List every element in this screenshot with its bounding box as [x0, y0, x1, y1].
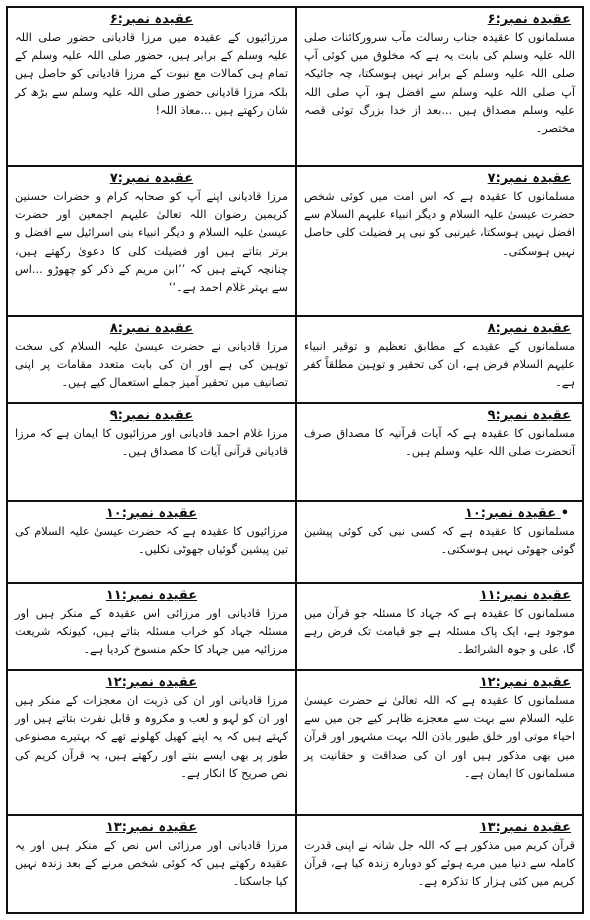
belief-heading: عقیدہ نمبر:۶ [487, 12, 571, 27]
belief-text: مرزائیوں کا عقیدہ ہے کہ حضرت عیسیٰ علیہ السلام کی تین پیشین گوئیاں جھوٹی نکلیں۔ [15, 525, 288, 557]
qadiani-belief-cell [8, 816, 295, 912]
belief-text: مرزا قادیانی نے حضرت عیسیٰ علیہ السلام کی سخت توہین کی ہے اور ان کی بابت متعدد مقامات پر اپنی تصانیف میں تحقیر آمیز جملے استعمال کیے ہیں۔ [15, 340, 288, 390]
qadiani-belief-cell [8, 671, 295, 814]
belief-heading: عقیدہ نمبر:۷ [109, 171, 194, 186]
belief-text: مسلمانوں کا عقیدہ ہے کہ کسی نبی کی کوئی پیشین گوئی جھوٹی نہیں ہوسکتی۔ [304, 525, 575, 557]
table-row [8, 584, 582, 671]
belief-heading: عقیدہ نمبر:۱۳ [479, 820, 571, 835]
belief-heading [304, 505, 575, 522]
table-row [8, 167, 582, 317]
belief-text: مسلمانوں کا عقیدہ ہے کہ اس امت میں کوئی شخص حضرت عیسیٰ علیہ السلام و دیگر انبیاء علیہم السلام سے افضل نہیں ہوسکتا، غیرنبی کو نبی پر فضیلت کلی حاصل نہیں ہوسکتی۔ [304, 190, 575, 258]
belief-text: مسلمانوں کا عقیدہ ہے کہ اللہ تعالیٰ نے حضرت عیسیٰ علیہ السلام سے بہت سے معجزے ظاہر کیے جن میں سے احیاء موتی اور خلق طیور باذن اللہ بہت مشہور اور قرآن میں بھی مذکور ہیں اور ان کی صداقت و حقانیت پر مسلمانوں کا ایمان ہے۔ [304, 694, 575, 780]
belief-text: مسلمانوں کا عقیدہ ہے کہ آیات قرآنیہ کا مصداق صرف آنحضرت صلی اللہ علیہ وسلم ہیں۔ [304, 427, 575, 459]
table-row [8, 502, 582, 584]
belief-heading: عقیدہ نمبر:۱۳ [105, 820, 198, 835]
beliefs-comparison-table [6, 6, 584, 914]
table-row [8, 404, 582, 502]
belief-heading: عقیدہ نمبر:۸ [109, 321, 194, 336]
muslim-belief-cell [295, 317, 582, 402]
belief-text: مرزا قادیانی اور مرزائی اس عقیدہ کے منکر ہیں اور مسئلہ جہاد کو خراب مسئلہ بتاتے ہیں، کیونکہ شریعت مرزائیہ میں جہاد کا حکم منسوخ کردیا ہے۔ [15, 607, 288, 657]
muslim-belief-cell [295, 671, 582, 814]
qadiani-belief-cell [8, 502, 295, 582]
muslim-belief-cell [295, 816, 582, 912]
belief-heading-text: عقیدہ نمبر:۱۰ [464, 506, 557, 521]
belief-heading: عقیدہ نمبر:۶ [109, 12, 194, 27]
belief-heading: عقیدہ نمبر:۱۲ [105, 675, 198, 690]
belief-text: مرزا غلام احمد قادیانی اور مرزائیوں کا ایمان ہے کہ مرزا قادیانی قرآنی آیات کا مصداق ہیں۔ [15, 427, 288, 459]
belief-text: قرآن کریم میں مذکور ہے کہ اللہ جل شانہ نے اپنی قدرت کاملہ سے دنیا میں مرے ہوئے کو دوبارہ زندہ کیا ہے، قرآن کریم میں کئی ہزار کا تذکرہ ہے۔ [304, 839, 575, 889]
belief-heading: عقیدہ نمبر:۷ [487, 171, 571, 186]
belief-heading: عقیدہ نمبر:۱۲ [479, 675, 571, 690]
belief-text: مرزا قادیانی اپنے آپ کو صحابہ کرام و حضرات حسنین کریمین رضوان اللہ تعالیٰ علیہم اجمعین اور حضرت عیسیٰ علیہ السلام و دیگر انبیاء بنی اسرائیل سے افضل و برتر بتاتے ہیں اور فضیلت کلی کا دعویٰ رکھتے ہیں، چنانچہ کہتے ہیں کہ ’’ابن مریم کے ذکر کو چھوڑو ...اس سے بہتر غلام احمد ہے۔‘‘ [15, 190, 288, 295]
table-row [8, 816, 582, 912]
belief-text: مسلمانوں کے عقیدے کے مطابق تعظیم و توقیر انبیاء علیہم السلام فرض ہے، ان کی تحقیر و توہین مطلقاً کفر ہے۔ [304, 340, 575, 390]
belief-heading: عقیدہ نمبر:۹ [487, 408, 571, 423]
muslim-belief-cell [295, 8, 582, 165]
muslim-belief-cell [295, 502, 582, 582]
belief-text: مرزائیوں کے عقیدہ میں مرزا قادیانی حضور صلی اللہ علیہ وسلم کے برابر ہیں، حضور صلی اللہ علیہ وسلم کے تمام ہی کمالات مع نبوت کے مرزا قادیانی کو حاصل ہیں بلکہ مرزا قادیانی حضور صلی اللہ علیہ وسلم سے بڑھ کر شان رکھتے ہیں ...معاذ اللہ! [15, 31, 288, 117]
belief-heading: عقیدہ نمبر:۱۰ [105, 506, 198, 521]
belief-heading: عقیدہ نمبر:۱۱ [479, 588, 571, 603]
belief-text: مرزا قادیانی اور ان کی ذریت ان معجزات کے منکر ہیں اور ان کو لہو و لعب و مکروہ و قابل نفرت بتاتے ہیں اور کہتے ہیں کہ یہ اپنے کھیل کھلونے تھے کہ بہتیرے مصنوعی طور پر بھی ایسے بنتے اور رکھتے ہیں، یہ قرآن کریم کی نص صریح کا انکار ہے۔ [15, 694, 288, 780]
muslim-belief-cell [295, 584, 582, 669]
belief-text: مسلمانوں کا عقیدہ جناب رسالت مآب سرورکائنات صلی اللہ علیہ وسلم کی بابت یہ ہے کہ مخلوق میں کوئی آپ صلی اللہ علیہ وسلم کے برابر نہیں ہوسکتا، چہ جائیکہ آپ صلی اللہ علیہ وسلم سے افضل ہو، آپ صلی اللہ علیہ وسلم مصداق ہیں ...بعد از خدا بزرگ توئی قصہ مختصر۔ [304, 31, 575, 136]
belief-heading: عقیدہ نمبر:۱۱ [105, 588, 198, 603]
belief-text: مرزا قادیانی اور مرزائی اس نص کے منکر ہیں اور یہ عقیدہ رکھتے ہیں کہ کوئی شخص مرنے کے بعد زندہ نہیں کیا جاسکتا۔ [15, 839, 288, 889]
belief-heading: عقیدہ نمبر:۹ [109, 408, 194, 423]
bullet-mark: • [560, 506, 569, 521]
muslim-belief-cell [295, 167, 582, 315]
table-row [8, 8, 582, 167]
qadiani-belief-cell [8, 167, 295, 315]
qadiani-belief-cell [8, 584, 295, 669]
belief-text: مسلمانوں کا عقیدہ ہے کہ جہاد کا مسئلہ جو قرآن میں موجود ہے، ایک پاک مسئلہ ہے جو قیامت تک فرض رہے گا، علی و جوہ الشرائط۔ [304, 607, 575, 657]
muslim-belief-cell [295, 404, 582, 500]
qadiani-belief-cell [8, 404, 295, 500]
qadiani-belief-cell [8, 8, 295, 165]
belief-heading: عقیدہ نمبر:۸ [487, 321, 571, 336]
qadiani-belief-cell [8, 317, 295, 402]
table-row [8, 671, 582, 816]
table-row [8, 317, 582, 404]
